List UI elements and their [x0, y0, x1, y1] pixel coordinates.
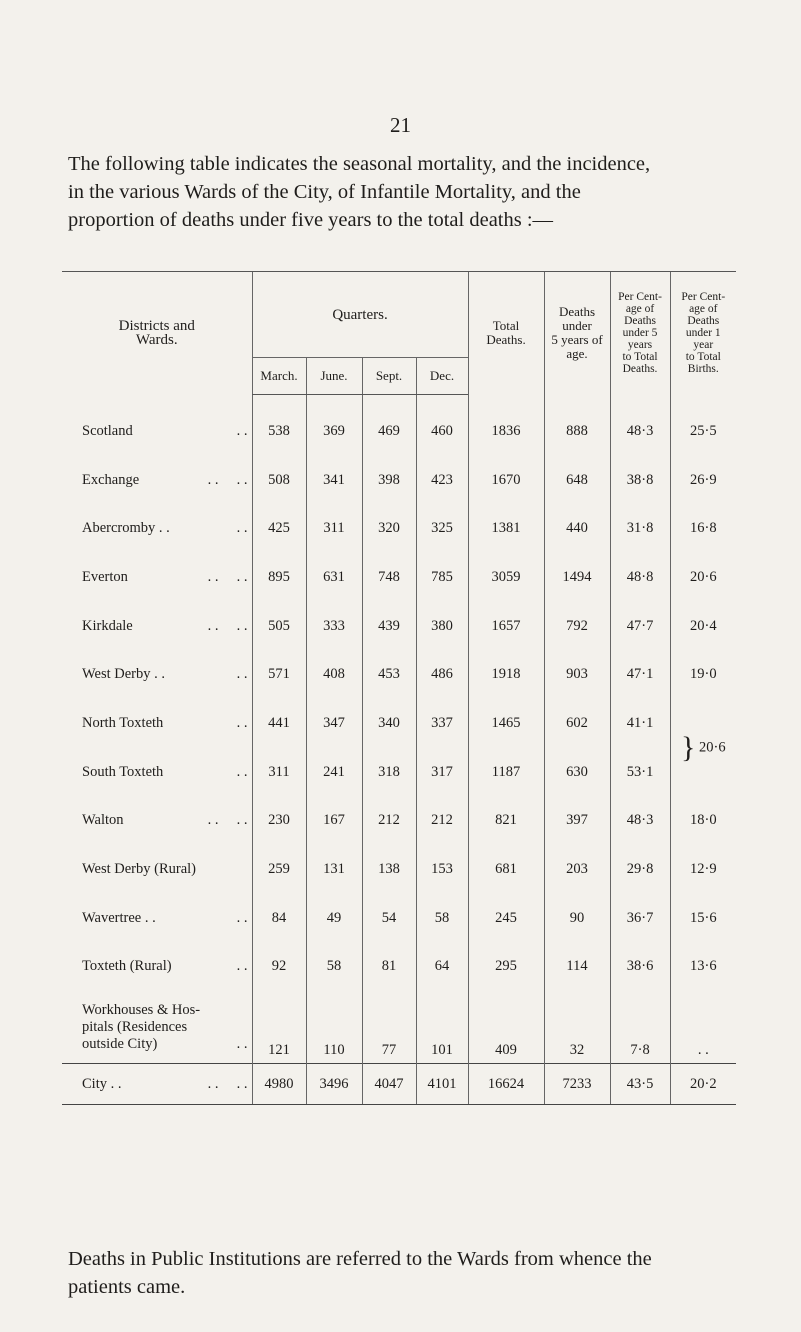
- quarters-header: Quarters.: [252, 272, 468, 358]
- table-row-workhouses: [62, 991, 736, 1064]
- total-cell: 1836: [468, 407, 544, 456]
- june-cell: 167: [306, 797, 362, 846]
- june-header: June.: [306, 358, 362, 395]
- table-row: [62, 650, 736, 699]
- leader-dots: . .: [236, 520, 248, 537]
- pct1-cell: 19·0: [670, 650, 736, 699]
- dec-cell: 153: [416, 845, 468, 894]
- dec-cell: 337: [416, 699, 468, 748]
- pct5-cell: 48·8: [610, 553, 670, 602]
- table-row: [62, 943, 736, 992]
- table-row: [62, 407, 736, 456]
- table-row: [62, 456, 736, 505]
- pct5-cell: 47·7: [610, 602, 670, 651]
- ward-name-cell: [62, 407, 252, 456]
- sept-cell: 81: [362, 943, 416, 992]
- pct5-cell: 31·8: [610, 504, 670, 553]
- under5-cell: 792: [544, 602, 610, 651]
- leader-dots: . .: [236, 909, 248, 926]
- total-cell: 3059: [468, 553, 544, 602]
- sept-cell: 398: [362, 456, 416, 505]
- dec-header: Dec.: [416, 358, 468, 395]
- leader-dots: . . . .: [207, 471, 248, 488]
- june-cell: 311: [306, 504, 362, 553]
- ward-name: Abercromby . .: [82, 520, 170, 537]
- june-cell: 110: [306, 991, 362, 1064]
- ward-name: Everton: [82, 568, 128, 585]
- under5-cell: 114: [544, 943, 610, 992]
- toxteth-pct-value: 20·6: [699, 739, 726, 756]
- under5-cell: 397: [544, 797, 610, 846]
- ward-name: West Derby (Rural): [82, 861, 196, 878]
- pct1-cell: 20·6: [670, 553, 736, 602]
- pct1-cell: 26·9: [670, 456, 736, 505]
- june-cell: 347: [306, 699, 362, 748]
- table-row: [62, 797, 736, 846]
- march-cell: 121: [252, 991, 306, 1064]
- total-cell: 295: [468, 943, 544, 992]
- ward-name-cell: [62, 553, 252, 602]
- pct-under-1-header: Per Cent- age of Deaths under 1 year to Total Births.: [670, 272, 736, 395]
- pct5-cell: 36·7: [610, 894, 670, 943]
- pct5-cell: 43·5: [610, 1064, 670, 1105]
- sept-cell: 77: [362, 991, 416, 1064]
- pct-under-5-header: Per Cent- age of Deaths under 5 years to Total Deaths.: [610, 272, 670, 395]
- leader-dots: . .: [236, 958, 248, 975]
- total-cell: 1465: [468, 699, 544, 748]
- table-row: [62, 602, 736, 651]
- june-cell: 369: [306, 407, 362, 456]
- dec-cell: 325: [416, 504, 468, 553]
- dec-cell: 317: [416, 748, 468, 797]
- sept-cell: 340: [362, 699, 416, 748]
- table-row: [62, 699, 736, 748]
- sept-cell: 748: [362, 553, 416, 602]
- ward-name-cell: [62, 845, 252, 894]
- leader-dots: . .: [236, 422, 248, 439]
- dec-cell: 486: [416, 650, 468, 699]
- dec-cell: 101: [416, 991, 468, 1064]
- sept-cell: 318: [362, 748, 416, 797]
- sept-cell: 4047: [362, 1064, 416, 1105]
- under5-cell: 630: [544, 748, 610, 797]
- total-cell: 681: [468, 845, 544, 894]
- march-cell: 895: [252, 553, 306, 602]
- dec-cell: 64: [416, 943, 468, 992]
- total-cell: 1918: [468, 650, 544, 699]
- pct1-cell: 18·0: [670, 797, 736, 846]
- dec-cell: 460: [416, 407, 468, 456]
- march-cell: 508: [252, 456, 306, 505]
- ward-name-cell: [62, 602, 252, 651]
- under5-cell: 90: [544, 894, 610, 943]
- ward-name-line: pitals (Residences: [82, 1018, 188, 1035]
- pct1-cell: 20·2: [670, 1064, 736, 1105]
- june-cell: 631: [306, 553, 362, 602]
- pct5-cell: 53·1: [610, 748, 670, 797]
- footer-line: patients came.: [68, 1276, 186, 1298]
- march-cell: 230: [252, 797, 306, 846]
- leader-dots: . . . .: [207, 1075, 248, 1092]
- pct5-cell: 48·3: [610, 797, 670, 846]
- pct5-cell: 47·1: [610, 650, 670, 699]
- page-number: 21: [390, 113, 411, 137]
- total-deaths-header: Total Deaths.: [468, 272, 544, 395]
- toxteth-combined-pct-cell: [670, 699, 736, 796]
- pct5-cell: 38·6: [610, 943, 670, 992]
- sept-cell: 54: [362, 894, 416, 943]
- leader-dots: . .: [236, 763, 248, 780]
- pct5-cell: 38·8: [610, 456, 670, 505]
- ward-name-line: Workhouses & Hos-: [82, 1001, 201, 1018]
- pct1-cell: 16·8: [670, 504, 736, 553]
- ward-name: City . .: [82, 1075, 122, 1092]
- deaths-under-5-header: Deaths under 5 years of age.: [544, 272, 610, 395]
- sept-cell: 453: [362, 650, 416, 699]
- sept-cell: 138: [362, 845, 416, 894]
- march-cell: 84: [252, 894, 306, 943]
- ward-name: South Toxteth: [82, 763, 164, 780]
- ward-name-cell: [62, 943, 252, 992]
- ward-name: Walton: [82, 812, 124, 829]
- table-row: [62, 553, 736, 602]
- june-cell: 3496: [306, 1064, 362, 1105]
- leader-dots: . . . .: [207, 617, 248, 634]
- under5-cell: 203: [544, 845, 610, 894]
- total-cell: 1187: [468, 748, 544, 797]
- ward-name-cell: [62, 748, 252, 797]
- brace-icon: }: [680, 730, 696, 764]
- under5-cell: 888: [544, 407, 610, 456]
- march-cell: 425: [252, 504, 306, 553]
- sept-cell: 469: [362, 407, 416, 456]
- ward-name-cell: [62, 1064, 252, 1105]
- ward-name: Wavertree . .: [82, 909, 156, 926]
- districts-header: Districts and Wards.: [62, 272, 252, 395]
- total-cell: 1657: [468, 602, 544, 651]
- ward-name-cell: [62, 650, 252, 699]
- ward-name: North Toxteth: [82, 714, 164, 731]
- sept-cell: 212: [362, 797, 416, 846]
- total-cell: 1381: [468, 504, 544, 553]
- leader-dots: . .: [236, 714, 248, 731]
- dec-cell: 380: [416, 602, 468, 651]
- sept-cell: 320: [362, 504, 416, 553]
- total-cell: 821: [468, 797, 544, 846]
- under5-cell: 7233: [544, 1064, 610, 1105]
- pct5-cell: 29·8: [610, 845, 670, 894]
- march-header: March.: [252, 358, 306, 395]
- table-row: [62, 845, 736, 894]
- intro-line: The following table indicates the seasonal mortality, and the incidence,: [68, 153, 651, 175]
- pct1-cell: 20·4: [670, 602, 736, 651]
- ward-name: Toxteth (Rural): [82, 958, 172, 975]
- ward-name-line: outside City): [82, 1035, 158, 1052]
- pct1-cell: 15·6: [670, 894, 736, 943]
- june-cell: 408: [306, 650, 362, 699]
- table-row-city-total: [62, 1064, 736, 1105]
- pct1-cell: 25·5: [670, 407, 736, 456]
- ward-name-cell: [62, 991, 252, 1064]
- ward-name-cell: [62, 797, 252, 846]
- ward-name-cell: [62, 456, 252, 505]
- march-cell: 259: [252, 845, 306, 894]
- table-row: [62, 748, 736, 797]
- under5-cell: 648: [544, 456, 610, 505]
- pct1-cell: . .: [670, 991, 736, 1064]
- total-cell: 245: [468, 894, 544, 943]
- dec-cell: 785: [416, 553, 468, 602]
- under5-cell: 32: [544, 991, 610, 1064]
- pct5-cell: 41·1: [610, 699, 670, 748]
- march-cell: 505: [252, 602, 306, 651]
- ward-name: Exchange: [82, 471, 140, 488]
- sept-cell: 439: [362, 602, 416, 651]
- ward-name: Scotland: [82, 422, 133, 439]
- march-cell: 92: [252, 943, 306, 992]
- ward-name-cell: [62, 894, 252, 943]
- total-cell: 1670: [468, 456, 544, 505]
- under5-cell: 1494: [544, 553, 610, 602]
- leader-dots: . .: [236, 1035, 248, 1052]
- pct5-cell: 7·8: [610, 991, 670, 1064]
- total-cell: 16624: [468, 1064, 544, 1105]
- leader-dots: . . . .: [207, 812, 248, 829]
- june-cell: 131: [306, 845, 362, 894]
- ward-name-cell: [62, 699, 252, 748]
- march-cell: 4980: [252, 1064, 306, 1105]
- march-cell: 311: [252, 748, 306, 797]
- footer-note: [68, 1245, 736, 1301]
- dec-cell: 58: [416, 894, 468, 943]
- sept-header: Sept.: [362, 358, 416, 395]
- ward-name: Kirkdale: [82, 617, 133, 634]
- june-cell: 333: [306, 602, 362, 651]
- ward-name-cell: [62, 504, 252, 553]
- table-body: [62, 395, 736, 1105]
- table-row: [62, 504, 736, 553]
- footer-line: Deaths in Public Institutions are referred to the Wards from whence the: [68, 1248, 652, 1270]
- intro-line: proportion of deaths under five years to the total deaths :—: [68, 209, 554, 231]
- june-cell: 58: [306, 943, 362, 992]
- under5-cell: 440: [544, 504, 610, 553]
- march-cell: 571: [252, 650, 306, 699]
- leader-dots: . . . .: [207, 568, 248, 585]
- ward-name: West Derby . .: [82, 666, 165, 683]
- dec-cell: 4101: [416, 1064, 468, 1105]
- intro-paragraph: [68, 150, 736, 234]
- under5-cell: 602: [544, 699, 610, 748]
- intro-line: in the various Wards of the City, of Infantile Mortality, and the: [68, 181, 581, 203]
- pct1-cell: 13·6: [670, 943, 736, 992]
- june-cell: 341: [306, 456, 362, 505]
- june-cell: 49: [306, 894, 362, 943]
- table-row: [62, 894, 736, 943]
- mortality-table: [62, 271, 736, 1105]
- pct5-cell: 48·3: [610, 407, 670, 456]
- pct1-cell: 12·9: [670, 845, 736, 894]
- march-cell: 538: [252, 407, 306, 456]
- dec-cell: 423: [416, 456, 468, 505]
- june-cell: 241: [306, 748, 362, 797]
- leader-dots: . .: [236, 666, 248, 683]
- total-cell: 409: [468, 991, 544, 1064]
- dec-cell: 212: [416, 797, 468, 846]
- under5-cell: 903: [544, 650, 610, 699]
- march-cell: 441: [252, 699, 306, 748]
